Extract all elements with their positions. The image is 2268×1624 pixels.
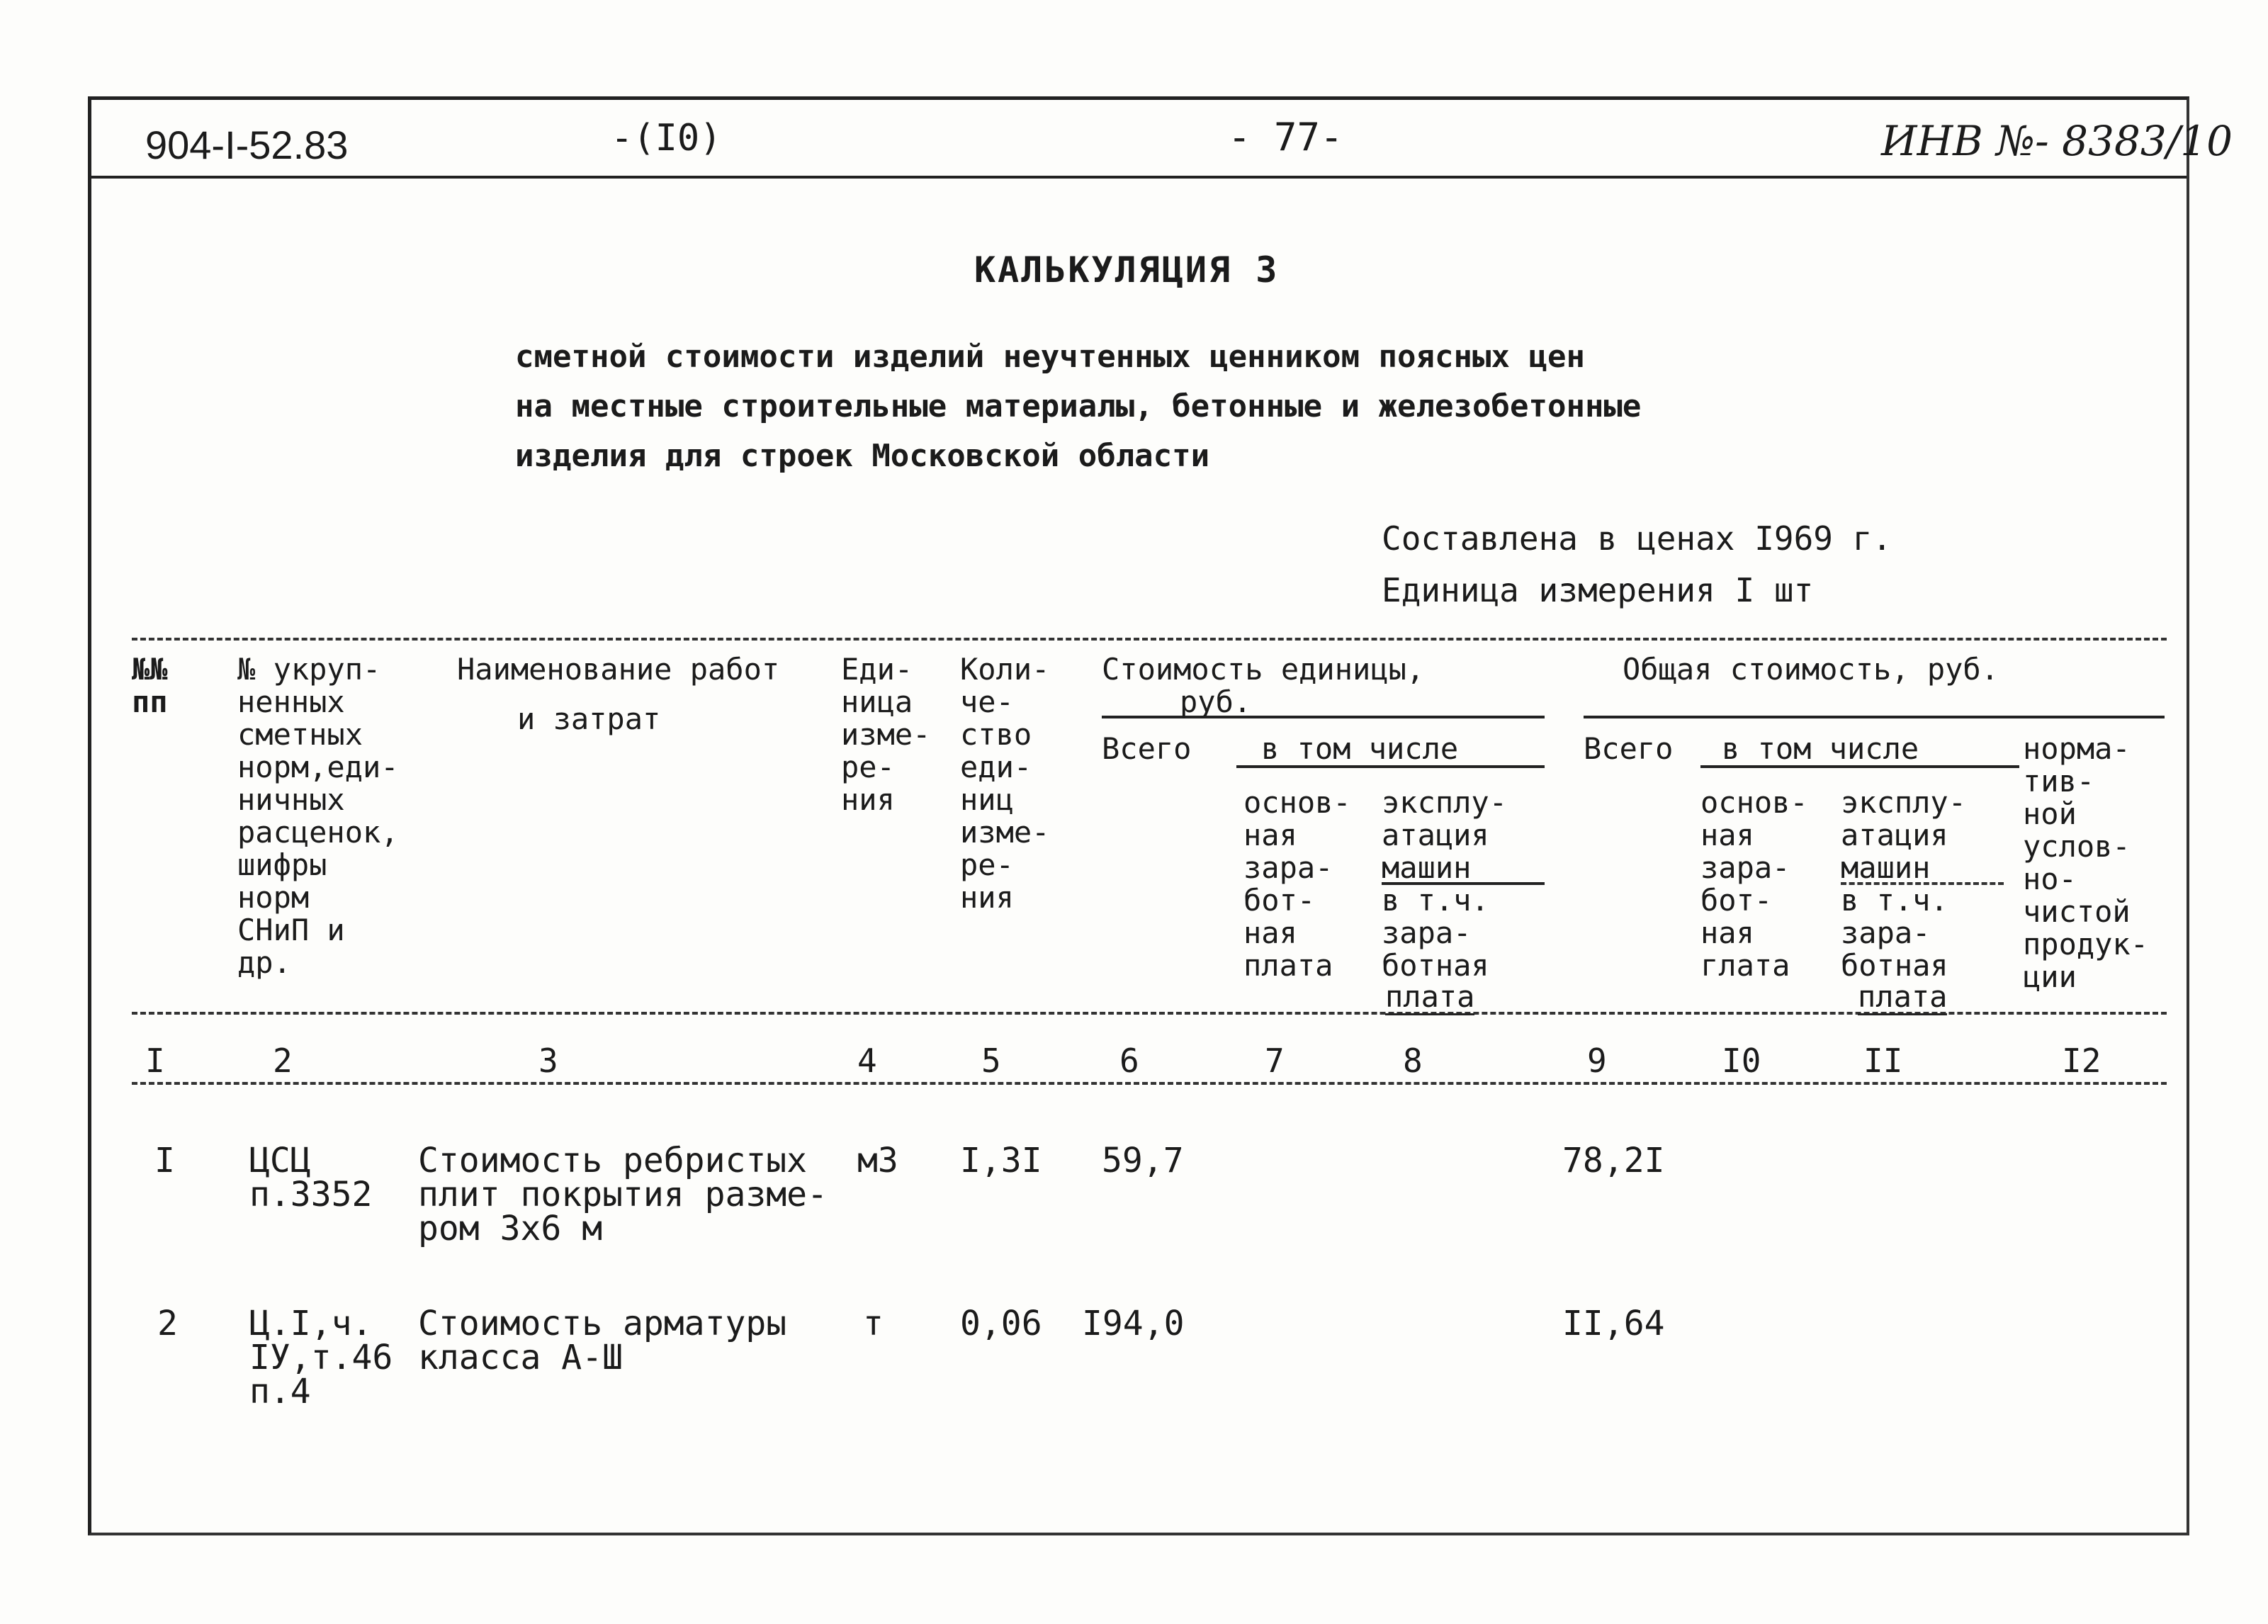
row-2-code: Ц.I,ч. IУ,т.46 п.4 bbox=[249, 1304, 393, 1411]
col-number: 5 bbox=[981, 1042, 1001, 1080]
col-header-total-total: Всего bbox=[1584, 731, 1674, 766]
row-1-code: ЦСЦ п.3352 bbox=[249, 1141, 373, 1214]
col-number: I bbox=[145, 1042, 165, 1080]
row-2-quantity: 0,06 bbox=[960, 1304, 1042, 1343]
col-number: I0 bbox=[1722, 1042, 1761, 1080]
col-header-total-wage-word: плата bbox=[1858, 979, 1948, 1014]
row-1-unit: м3 bbox=[857, 1141, 898, 1180]
col-header-unit-base-wage: основ- ная зара- бот- ная плата bbox=[1243, 785, 1351, 983]
row-1-total: 78,2I bbox=[1562, 1141, 1665, 1180]
col-header-index: №№ пп bbox=[132, 652, 168, 719]
col-number: 7 bbox=[1265, 1042, 1285, 1080]
inventory-number: ИНВ №- 8383/10 bbox=[1881, 117, 2233, 165]
page-number: - 77- bbox=[1228, 115, 1343, 159]
col-header-unit-including: в том числе bbox=[1261, 731, 1459, 766]
col-header-unit-machines: эксплу- атация машин bbox=[1382, 785, 1508, 885]
col-header-unit-machines-wage: в т.ч. зара- ботная bbox=[1382, 883, 1489, 983]
row-1-unit-total: 59,7 bbox=[1102, 1141, 1184, 1180]
col-header-name-1: Наименование работ bbox=[457, 652, 780, 687]
total-cost-underline bbox=[1584, 716, 2165, 718]
col-header-code: № укруп- ненных сметных норм,еди- ничных расценок, шифры норм СНиП и др. bbox=[237, 652, 399, 980]
sheet-number: -(I0) bbox=[611, 117, 722, 159]
col-header-unit: Еди- ница изме- ре- ния bbox=[841, 652, 931, 817]
subtitle-line-3: изделия для строек Московской области bbox=[515, 438, 1210, 474]
column-number-rule bbox=[132, 1082, 2167, 1085]
col-header-total-including: в том числе bbox=[1722, 731, 1919, 766]
col-header-unit-wage-word: плата bbox=[1385, 979, 1475, 1014]
col-header-total-machines-wage: в т.ч. зара- ботная bbox=[1841, 883, 1948, 983]
col-number: 9 bbox=[1587, 1042, 1607, 1080]
unit-line: Единица измерения I шт bbox=[1382, 571, 1814, 609]
col-header-total-cost: Общая стоимость, руб. bbox=[1623, 652, 1999, 687]
header-rule bbox=[88, 176, 2187, 179]
row-1-name: Стоимость ребристых плит покрытия разме- ром 3х6 м bbox=[418, 1141, 828, 1248]
col-header-quantity: Коли- че- ство еди- ниц изме- ре- ния bbox=[960, 652, 1050, 915]
col-number: 6 bbox=[1119, 1042, 1139, 1080]
row-2-unit: т bbox=[863, 1304, 884, 1343]
col-header-name-2: и затрат bbox=[517, 701, 661, 736]
col-header-unit-cost-rub: руб. bbox=[1180, 684, 1252, 719]
compiled-in: Составлена в ценах I969 г. bbox=[1382, 519, 1892, 558]
table-top-rule bbox=[132, 638, 2167, 641]
col-header-net-output: норма- тив- ной услов- но- чистой продук- ции bbox=[2023, 731, 2149, 994]
col-number: I2 bbox=[2062, 1042, 2101, 1080]
col-number: 2 bbox=[273, 1042, 293, 1080]
subtitle-line-1: сметной стоимости изделий неучтенных ценником поясных цен bbox=[515, 339, 1585, 375]
row-2-index: 2 bbox=[157, 1304, 178, 1343]
doc-number: 904-I-52.83 bbox=[145, 123, 349, 167]
col-number: II bbox=[1863, 1042, 1903, 1080]
row-2-unit-total: I94,0 bbox=[1082, 1304, 1185, 1343]
row-1-quantity: I,3I bbox=[960, 1141, 1042, 1180]
row-2-name: Стоимость арматуры класса А-Ш bbox=[418, 1304, 787, 1377]
col-header-unit-total: Всего bbox=[1102, 731, 1192, 766]
row-1-index: I bbox=[154, 1141, 175, 1180]
col-number: 8 bbox=[1403, 1042, 1423, 1080]
col-number: 4 bbox=[857, 1042, 877, 1080]
col-number: 3 bbox=[538, 1042, 558, 1080]
col-header-total-machines: эксплу- атация машин bbox=[1841, 785, 1967, 885]
row-2-total: II,64 bbox=[1562, 1304, 1665, 1343]
col-header-total-base-wage: основ- ная зара- бот- ная глата bbox=[1700, 785, 1808, 983]
unit-cost-underline bbox=[1102, 716, 1545, 718]
page-title: КАЛЬКУЛЯЦИЯ 3 bbox=[974, 249, 1280, 291]
subtitle-line-2: на местные строительные материалы, бетонные и железобетонные bbox=[515, 388, 1642, 424]
col-header-unit-cost: Стоимость единицы, bbox=[1102, 652, 1425, 687]
